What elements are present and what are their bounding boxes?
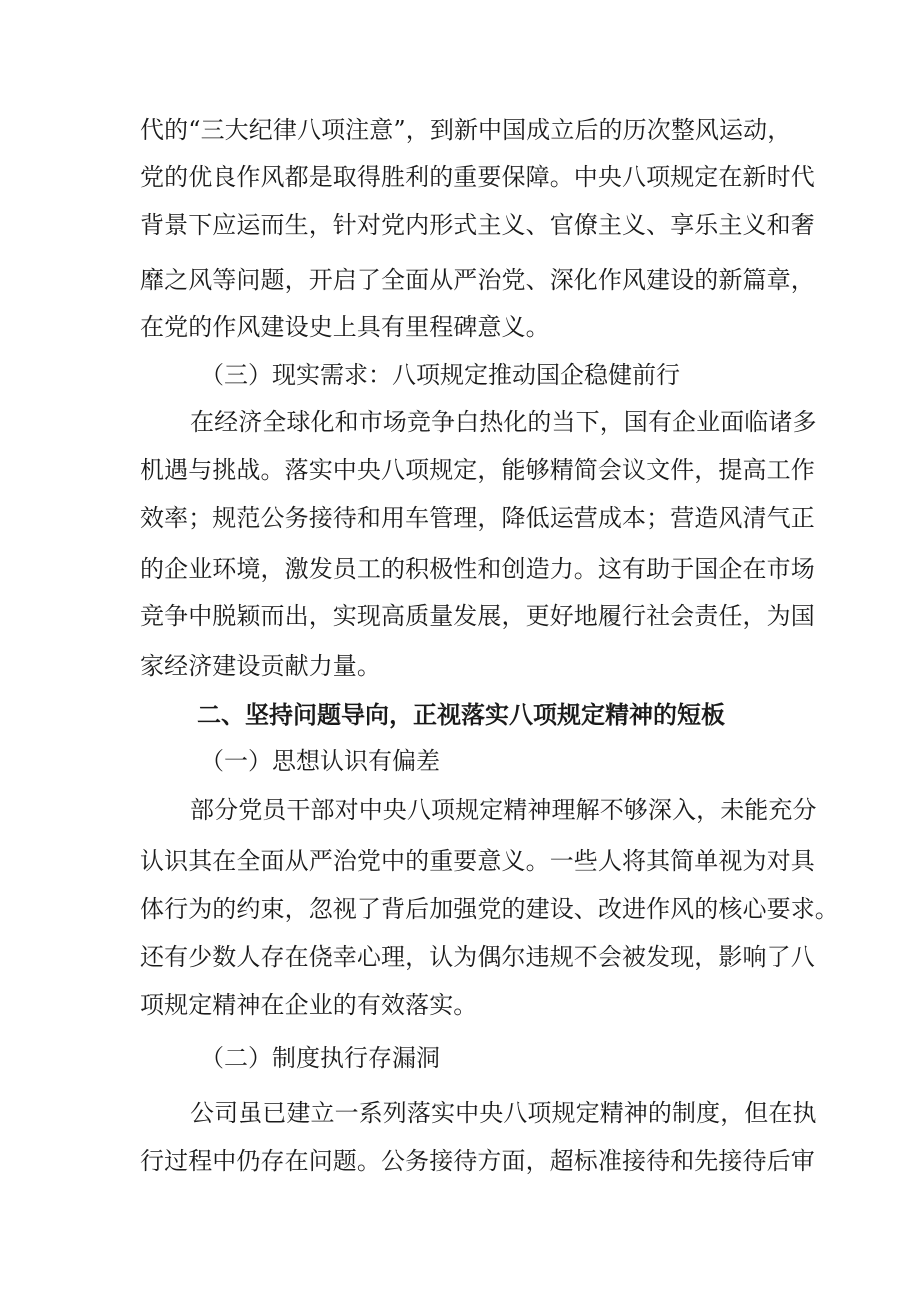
body-text-line: 部分党员干部对中央八项规定精神理解不够深入，未能充分 bbox=[190, 796, 817, 824]
body-text-line: 行过程中仍存在问题。公务接待方面，超标准接待和先接待后审 bbox=[140, 1147, 815, 1175]
body-text-line: 机遇与挑战。落实中央八项规定，能够精简会议文件，提高工作 bbox=[140, 456, 815, 484]
body-text-line: 还有少数人存在侥幸心理，认为偶尔违规不会被发现，影响了八 bbox=[140, 943, 815, 971]
body-text-line: 家经济建设贡献力量。 bbox=[140, 652, 381, 680]
section-heading: 二、坚持问题导向，正视落实八项规定精神的短板 bbox=[197, 701, 725, 729]
body-text-line: 体行为的约束，忽视了背后加强党的建设、改进作风的核心要求。 bbox=[140, 895, 839, 923]
body-text-line: 效率；规范公务接待和用车管理，降低运营成本；营造风清气正 bbox=[140, 504, 815, 532]
body-text-line: 党的优良作风都是取得胜利的重要保障。中央八项规定在新时代 bbox=[140, 163, 815, 191]
body-text-line: 在经济全球化和市场竞争白热化的当下，国有企业面临诸多 bbox=[190, 408, 817, 436]
body-text-line: 背景下应运而生，针对党内形式主义、官僚主义、享乐主义和奢 bbox=[140, 211, 815, 239]
body-text-line: 的企业环境，激发员工的积极性和创造力。这有助于国企在市场 bbox=[140, 555, 815, 583]
section-subheading: （三）现实需求：八项规定推动国企稳健前行 bbox=[200, 361, 680, 389]
body-text-line: 在党的作风建设史上具有里程碑意义。 bbox=[140, 313, 550, 341]
section-subheading: （一）思想认识有偏差 bbox=[200, 747, 440, 775]
body-text-line: 认识其在全面从严治党中的重要意义。一些人将其简单视为对具 bbox=[140, 847, 815, 875]
body-text-line: 代的“三大纪律八项注意”，到新中国成立后的历次整风运动， bbox=[140, 116, 792, 144]
body-text-line: 项规定精神在企业的有效落实。 bbox=[140, 991, 478, 1019]
body-text-line: 靡之风等问题，开启了全面从严治党、深化作风建设的新篇章， bbox=[140, 266, 815, 294]
section-subheading: （二）制度执行存漏洞 bbox=[200, 1044, 440, 1072]
body-text-line: 公司虽已建立一系列落实中央八项规定精神的制度，但在执 bbox=[190, 1099, 817, 1127]
body-text-line: 竞争中脱颖而出，实现高质量发展，更好地履行社会责任，为国 bbox=[140, 602, 815, 630]
